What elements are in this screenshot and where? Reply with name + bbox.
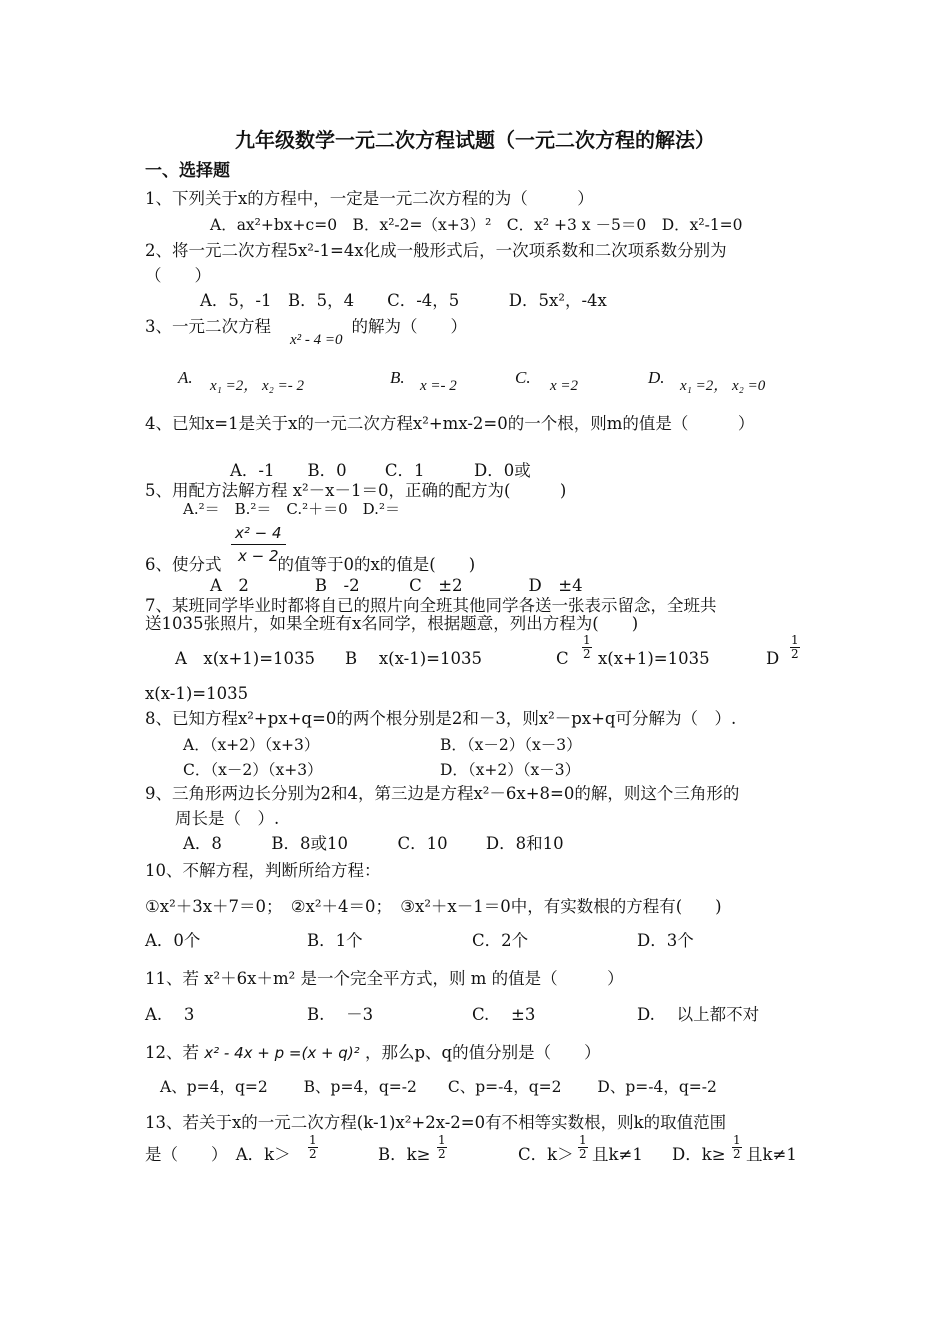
q7-optC-half-den: 2 xyxy=(583,647,591,661)
q3-equation: x² - 4 =0 xyxy=(290,332,343,348)
q10-optA: A．0个 xyxy=(145,931,201,950)
q13-optA-half xyxy=(308,1134,318,1161)
q9-options: A．8 B．8或10 C．10 D．8和10 xyxy=(183,834,564,853)
q10-optD: D．3个 xyxy=(637,931,694,950)
q2-stem: 2、将一元二次方程5x²-1=4x化成一般形式后，一次项系数和二次项系数分别为 xyxy=(145,241,727,260)
q13-optC-cond: 且k≠1 xyxy=(592,1145,643,1164)
q6-stem-pre: 6、使分式 xyxy=(145,555,222,574)
q3-stem-end: 的解为（ ） xyxy=(351,317,467,336)
q10-stem: 10、不解方程，判断所给方程： xyxy=(145,861,381,880)
q4-options: A．-1 B．0 C．1 D．0或 xyxy=(230,461,531,480)
q7-optC-half xyxy=(582,634,592,661)
q5-options: A.²＝ B.²＝ C.²＋＝0 D.²＝ xyxy=(183,500,400,518)
q3-optA-label: A. xyxy=(178,368,193,387)
q9-stem: 9、三角形两边长分别为2和4，第三边是方程x²－6x+8=0的解，则这个三角形的 xyxy=(145,784,740,803)
q13-optB: B．k≥ xyxy=(378,1145,431,1164)
q13-optA: 是（ ） A．k＞ xyxy=(145,1145,291,1164)
q7-optD: x(x-1)=1035 xyxy=(145,684,249,703)
q11-stem: 11、若 x²＋6x＋m² 是一个完全平方式，则 m 的值是（ ） xyxy=(145,969,624,988)
q3-optB-label: B. xyxy=(390,368,405,387)
q3-optA: x₁ =2， x₂ =- 2 xyxy=(210,378,304,394)
q13-optC-half-num: 1 xyxy=(579,1133,587,1147)
q11-optB: B. －3 xyxy=(307,1005,374,1024)
q4-stem: 4、已知x=1是关于x的一元二次方程x²+mx-2=0的一个根，则m的值是（ ） xyxy=(145,414,755,433)
page-title: 九年级数学一元二次方程试题（一元二次方程的解法） xyxy=(235,128,715,152)
q8-optC: C．（x－2）（x+3） xyxy=(183,761,323,779)
q13-optC: C．k＞ xyxy=(518,1145,574,1164)
q7-optC-half-num: 1 xyxy=(583,633,591,647)
q7-optA: A x(x+1)=1035 xyxy=(175,649,316,668)
q10-optB: B．1个 xyxy=(307,931,363,950)
q11-optD: D. 以上都不对 xyxy=(637,1005,760,1024)
q13-optB-half xyxy=(437,1134,447,1161)
q9-stem-cont: 周长是（ ）. xyxy=(175,809,280,828)
q6-fraction-denominator: x − 2 xyxy=(238,547,279,565)
q7-optD-label: D xyxy=(766,649,780,668)
q12-stem-pre: 12、若 xyxy=(145,1043,199,1062)
q13-optA-half-num: 1 xyxy=(309,1133,317,1147)
q2-stem-cont: （ ） xyxy=(145,266,211,285)
q11-optA: A. 3 xyxy=(145,1005,195,1024)
q6-fraction-numerator: x² − 4 xyxy=(231,524,286,545)
q8-stem: 8、已知方程x²+px+q=0的两个根分别是2和－3，则x²－px+q可分解为（ ）. xyxy=(145,709,737,728)
q6-options: A 2 B -2 C ±2 D ±4 xyxy=(210,576,583,595)
q3-optC-label: C. xyxy=(515,368,531,387)
q13-optD-half-num: 1 xyxy=(733,1133,741,1147)
q7-stem: 7、某班同学毕业时都将自已的照片向全班其他同学各送一张表示留念，全班共 xyxy=(145,596,717,615)
q10-stem-cont: ①x²＋3x＋7＝0； ②x²＋4＝0； ③x²＋x－1＝0中，有实数根的方程有( ) xyxy=(145,897,722,916)
q13-optD: D．k≥ xyxy=(672,1145,726,1164)
q7-optD-half xyxy=(790,634,800,661)
q3-stem-text: 3、一元二次方程 xyxy=(145,317,271,336)
q12-stem xyxy=(145,1042,601,1064)
q13-optD-half-den: 2 xyxy=(733,1147,741,1161)
q13-stem: 13、若关于x的一元二次方程(k-1)x²+2x-2=0有不相等实数根，则k的取值范围 xyxy=(145,1113,727,1132)
q13-optD-half xyxy=(732,1134,742,1161)
q8-optD: D．（x+2）（x－3） xyxy=(440,761,581,779)
q7-optC-label: C xyxy=(556,649,569,668)
q3-optD: x₁ =2， x₂ =0 xyxy=(680,378,766,394)
q12-options: A、p=4，q=2 B、p=4，q=-2 C、p=-4，q=2 D、p=-4，q=-2 xyxy=(160,1078,717,1096)
q13-optC-half-den: 2 xyxy=(579,1147,587,1161)
q6-stem xyxy=(145,554,475,576)
q13-optB-half-den: 2 xyxy=(438,1147,446,1161)
q1-options: A．ax²+bx+c=0 B．x²-2=（x+3）² C．x² +3 x －5＝0 D．x²-1=0 xyxy=(210,216,743,234)
q6-stem-post: 的值等于0的x的值是( ) xyxy=(277,555,476,574)
q3-optB: x =- 2 xyxy=(420,378,457,394)
q7-optB: B x(x-1)=1035 xyxy=(345,649,482,668)
q1-stem: 1、下列关于x的方程中，一定是一元二次方程的为（ ） xyxy=(145,189,594,208)
q7-optC: x(x+1)=1035 xyxy=(598,649,710,668)
q13-optD-cond: 且k≠1 xyxy=(746,1145,797,1164)
q10-optC: C．2个 xyxy=(472,931,529,950)
q2-options: A．5，-1 B．5，4 C．-4，5 D．5x²，-4x xyxy=(200,291,607,310)
q11-optC: C. ±3 xyxy=(472,1005,536,1024)
q12-equation: x² - 4x + p =(x + q)² xyxy=(204,1044,360,1062)
q5-stem: 5、用配方法解方程 x²－x－1＝0，正确的配方为( ) xyxy=(145,481,567,500)
q12-stem-post: ，那么p、q的值分别是（ ） xyxy=(364,1043,601,1062)
q3-optD-label: D. xyxy=(648,368,665,387)
q7-optD-half-num: 1 xyxy=(791,633,799,647)
q3-optC: x =2 xyxy=(550,378,579,394)
q8-optB: B．（x－2）（x－3） xyxy=(440,736,582,754)
q13-optA-half-den: 2 xyxy=(309,1147,317,1161)
q7-stem-cont: 送1035张照片，如果全班有x名同学，根据题意，列出方程为( ) xyxy=(145,614,639,633)
q8-optA: A．（x+2）（x+3） xyxy=(183,736,320,754)
q13-optB-half-num: 1 xyxy=(438,1133,446,1147)
q7-optD-half-den: 2 xyxy=(791,647,799,661)
section-heading: 一、选择题 xyxy=(145,161,230,181)
q13-optC-half xyxy=(578,1134,588,1161)
